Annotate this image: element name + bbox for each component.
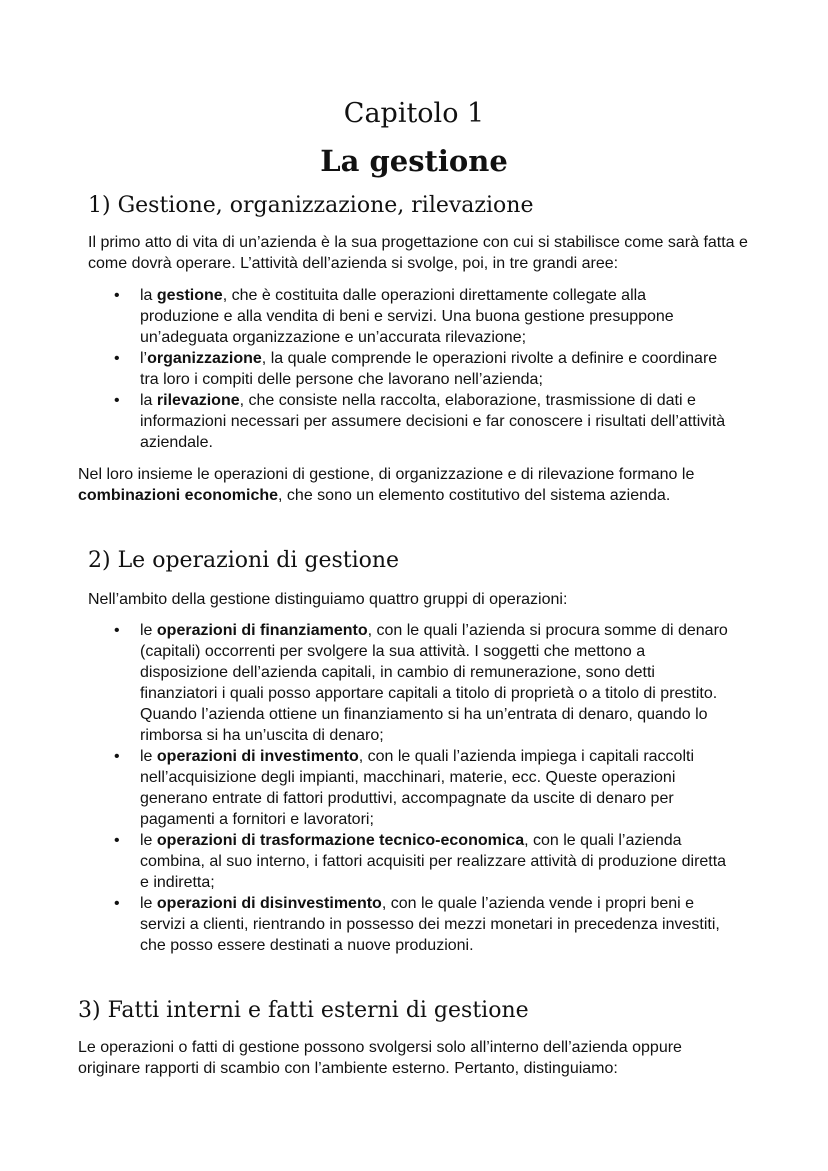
list-item: • l’organizzazione, la quale comprende le operazioni rivolte a definire e coordinare tra loro i compiti delle persone che lavorano nell’azienda;	[114, 348, 728, 390]
section-2-heading: 2) Le operazioni di gestione	[88, 548, 400, 573]
section-3-intro: Le operazioni o fatti di gestione possono svolgersi solo all’interno dell’azienda oppure originare rapporti di scambio con l’ambiente esterno. Pertanto, distinguiamo:	[78, 1039, 682, 1077]
list-item: • la rilevazione, che consiste nella raccolta, elaborazione, trasmissione di dati e informazioni necessari per assumere decisioni e far conoscere i risultati dell’attività aziendale.	[114, 390, 728, 453]
section-1-list	[114, 285, 728, 453]
chapter-label: Capitolo 1	[343, 98, 485, 129]
list-item: • le operazioni di investimento, con le quali l’azienda impiega i capitali raccolti nell’acquisizione degli impianti, macchinari, materie, ecc. Queste operazioni generano entrate di fattori produttivi, accompagnate da uscite di denaro per pagamenti a fornitori e lavoratori;	[114, 746, 730, 830]
list-item: • la gestione, che è costituita dalle operazioni direttamente collegate alla produzione e alla vendita di beni e servizi. Una buona gestione presuppone un’adeguata organizzazione e un’accurata rilevazione;	[114, 285, 728, 348]
section-2-list	[114, 620, 730, 956]
section-1-heading: 1) Gestione, organizzazione, rilevazione	[88, 193, 534, 218]
section-1-closing: Nel loro insieme le operazioni di gestione, di organizzazione e di rilevazione formano le combinazioni economiche, che sono un elemento costitutivo del sistema azienda.	[78, 466, 695, 504]
list-item: • le operazioni di trasformazione tecnico-economica, con le quali l’azienda combina, al suo interno, i fattori acquisiti per realizzare attività di produzione diretta e indiretta;	[114, 830, 730, 893]
list-item: • le operazioni di disinvestimento, con le quale l’azienda vende i propri beni e servizi a clienti, rientrando in possesso dei mezzi monetari in precedenza investiti, che posso essere destinati a nuove produzioni.	[114, 893, 730, 956]
list-item: • le operazioni di finanziamento, con le quali l’azienda si procura somme di denaro (capitali) occorrenti per svolgere la sua attività. I soggetti che mettono a disposizione dell’azienda capitali, in cambio di remunerazione, sono detti finanziatori i quali posso apportare capitali a titolo di proprietà o a titolo di prestito. Quando l’azienda ottiene un finanziamento si ha un’entrata di denaro, quando lo rimborsa si ha un’uscita di denaro;	[114, 620, 730, 746]
section-2-intro: Nell’ambito della gestione distinguiamo quattro gruppi di operazioni:	[88, 591, 568, 608]
section-1-intro: Il primo atto di vita di un’azienda è la sua progettazione con cui si stabilisce come sarà fatta e come dovrà operare. L’attività dell’azienda si svolge, poi, in tre grandi aree:	[88, 234, 748, 272]
section-3-heading: 3) Fatti interni e fatti esterni di gestione	[78, 998, 529, 1023]
page-title: La gestione	[320, 144, 508, 178]
